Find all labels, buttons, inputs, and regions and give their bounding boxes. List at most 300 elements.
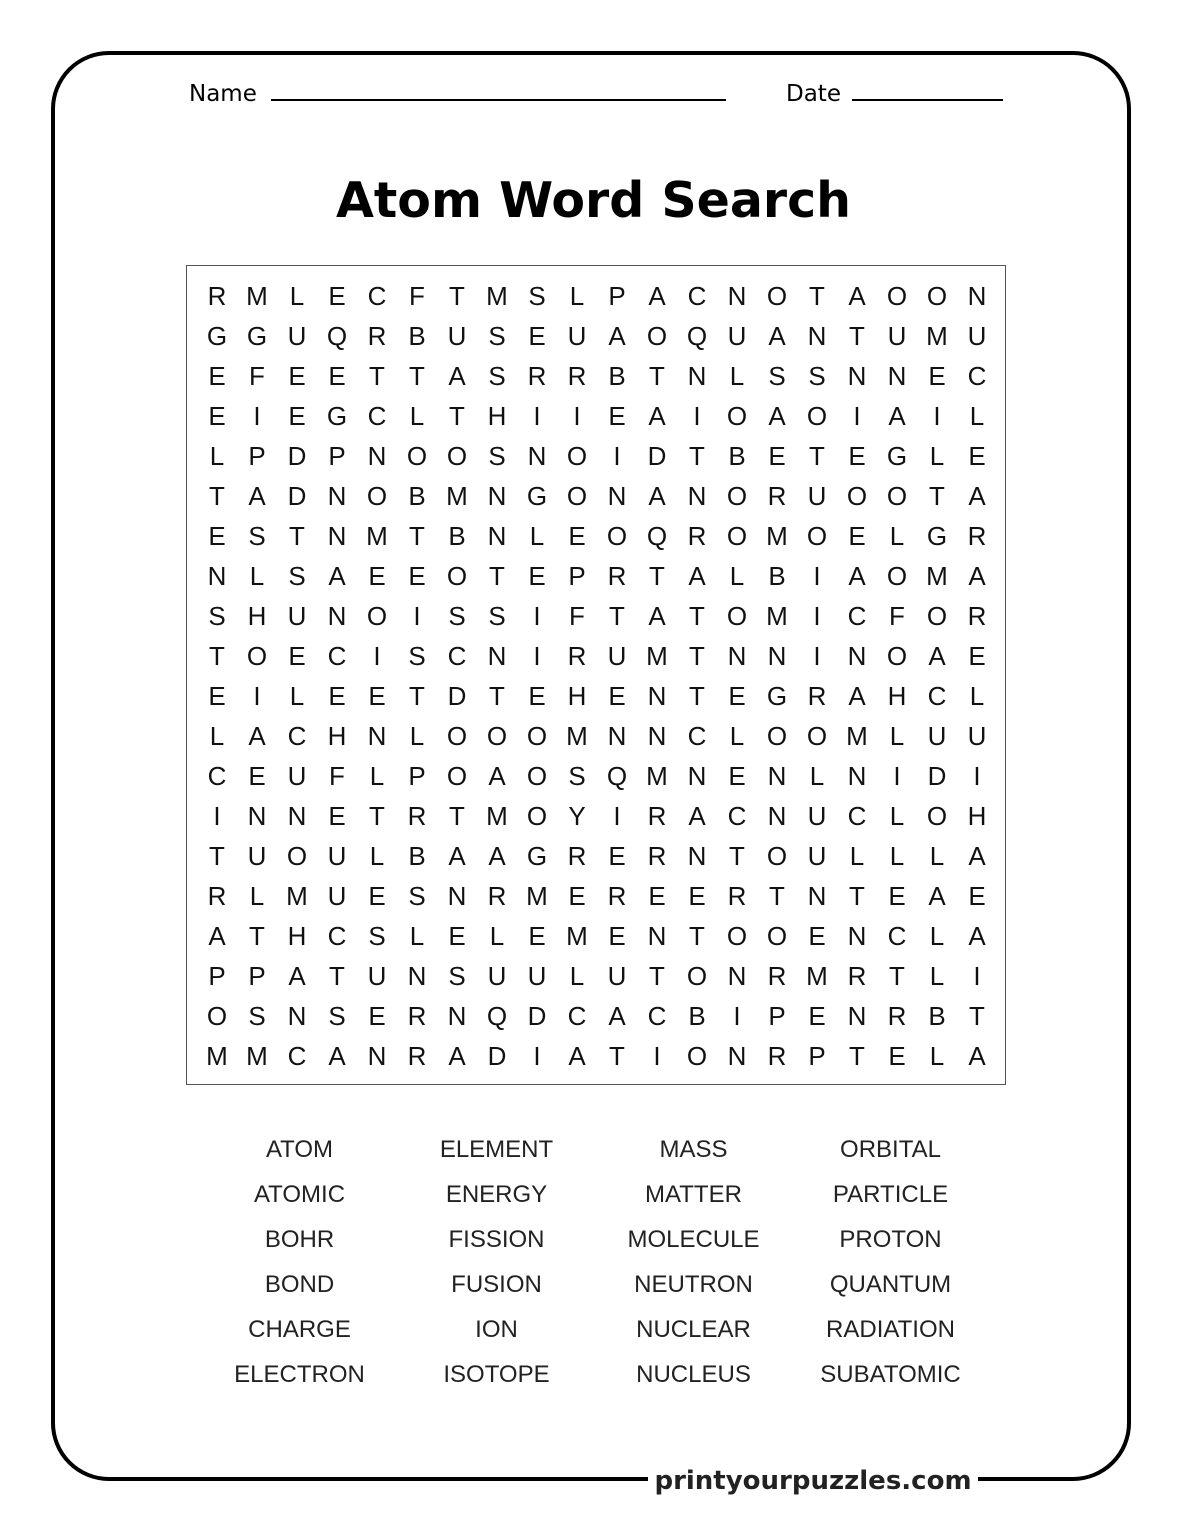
grid-letter: S (208, 601, 226, 631)
grid-letter: G (926, 521, 948, 551)
grid-letter: U (607, 961, 627, 991)
grid-letter: S (488, 361, 506, 391)
grid-letter: O (846, 481, 868, 511)
grid-letter: T (649, 361, 665, 391)
grid-letter: S (448, 601, 466, 631)
grid-letter: M (646, 641, 668, 671)
grid-letter: L (929, 841, 945, 871)
grid-letter: A (568, 1041, 586, 1071)
grid-letter: C (447, 641, 467, 671)
grid-letter: B (408, 481, 426, 511)
grid-letter: M (206, 1041, 228, 1071)
grid-letter: O (766, 921, 788, 951)
grid-letter: S (248, 521, 266, 551)
grid-letter: B (928, 1001, 946, 1031)
grid-letter: D (487, 1041, 507, 1071)
grid-letter: N (407, 961, 427, 991)
grid-letter: R (607, 561, 627, 591)
grid-letter: E (808, 921, 826, 951)
grid-letter: R (727, 881, 747, 911)
grid-letter: I (533, 601, 541, 631)
grid-letter: F (329, 761, 345, 791)
grid-letter: T (369, 361, 385, 391)
word-list-item: MOLECULE (627, 1226, 760, 1253)
grid-letter: L (969, 681, 985, 711)
grid-letter: O (566, 441, 588, 471)
grid-letter: U (727, 321, 747, 351)
grid-letter: A (688, 561, 706, 591)
grid-letter: O (446, 561, 468, 591)
grid-letter: E (728, 681, 746, 711)
name-field-line (271, 99, 726, 101)
grid-letter: O (806, 521, 828, 551)
grid-letter: C (367, 281, 387, 311)
grid-letter: L (729, 721, 745, 751)
grid-letter: P (248, 961, 266, 991)
grid-letter: R (807, 681, 827, 711)
grid-letter: B (608, 361, 626, 391)
word-list-item: ELECTRON (234, 1361, 365, 1388)
grid-letter: N (487, 481, 507, 511)
grid-letter: E (728, 761, 746, 791)
grid-letter: N (647, 921, 667, 951)
grid-letter: N (647, 721, 667, 751)
grid-letter: O (686, 961, 708, 991)
grid-letter: R (687, 521, 707, 551)
grid-letter: S (368, 921, 386, 951)
grid-letter: D (927, 761, 947, 791)
grid-letter: N (727, 641, 747, 671)
grid-letter: N (727, 281, 747, 311)
grid-letter: A (448, 1041, 466, 1071)
grid-letter: G (326, 401, 348, 431)
grid-letter: U (327, 841, 347, 871)
grid-letter: A (848, 281, 866, 311)
grid-letter: L (929, 961, 945, 991)
grid-letter: T (489, 681, 505, 711)
grid-letter: U (607, 641, 627, 671)
grid-letter: E (208, 521, 226, 551)
grid-letter: O (606, 521, 628, 551)
grid-letter: C (687, 281, 707, 311)
grid-letter: N (727, 1041, 747, 1071)
grid-letter: U (967, 321, 987, 351)
grid-letter: O (206, 1001, 228, 1031)
grid-letter: N (447, 1001, 467, 1031)
grid-letter: N (847, 761, 867, 791)
grid-letter: L (889, 801, 905, 831)
grid-letter: R (567, 361, 587, 391)
grid-letter: O (726, 921, 748, 951)
grid-letter: C (327, 921, 347, 951)
grid-letter: I (653, 1041, 661, 1071)
grid-letter: M (526, 881, 548, 911)
grid-letter: I (533, 641, 541, 671)
grid-letter: O (886, 281, 908, 311)
grid-letter: R (967, 601, 987, 631)
grid-letter: H (487, 401, 507, 431)
grid-letter: L (289, 281, 305, 311)
grid-letter: I (533, 401, 541, 431)
grid-letter: N (287, 801, 307, 831)
grid-letter: L (249, 561, 265, 591)
grid-letter: C (847, 801, 867, 831)
word-list-item: PARTICLE (832, 1181, 949, 1208)
grid-letter: T (809, 441, 825, 471)
grid-letter: L (929, 921, 945, 951)
grid-letter: O (526, 761, 548, 791)
grid-letter: N (327, 601, 347, 631)
date-field-line (852, 99, 1003, 101)
grid-letter: N (647, 681, 667, 711)
grid-letter: L (929, 1041, 945, 1071)
grid-letter: L (409, 921, 425, 951)
grid-letter: N (527, 441, 547, 471)
grid-letter: A (648, 481, 666, 511)
grid-letter: M (246, 281, 268, 311)
grid-letter: P (808, 1041, 826, 1071)
word-list-item: RADIATION (826, 1316, 955, 1343)
grid-letter: P (768, 1001, 786, 1031)
grid-letter: L (409, 721, 425, 751)
grid-letter: A (328, 561, 346, 591)
grid-letter: D (287, 481, 307, 511)
grid-letter: R (407, 1001, 427, 1031)
grid-letter: M (926, 321, 948, 351)
grid-letter: B (408, 321, 426, 351)
grid-letter: M (366, 521, 388, 551)
grid-letter: B (728, 441, 746, 471)
grid-letter: L (809, 761, 825, 791)
grid-letter: A (248, 721, 266, 751)
word-list-item: QUANTUM (829, 1271, 952, 1298)
grid-letter: R (207, 281, 227, 311)
grid-letter: B (448, 521, 466, 551)
grid-letter: L (889, 721, 905, 751)
grid-letter: M (766, 521, 788, 551)
grid-letter: N (847, 641, 867, 671)
grid-letter: H (967, 801, 987, 831)
grid-letter: U (287, 601, 307, 631)
grid-letter: C (887, 921, 907, 951)
grid-letter: Q (486, 1001, 508, 1031)
grid-letter: E (288, 641, 306, 671)
grid-letter: E (688, 881, 706, 911)
grid-letter: T (649, 561, 665, 591)
grid-letter: E (808, 1001, 826, 1031)
grid-letter: O (646, 321, 668, 351)
grid-letter: A (848, 561, 866, 591)
grid-letter: T (609, 1041, 625, 1071)
word-list-item: NEUTRON (634, 1271, 753, 1298)
grid-letter: O (926, 601, 948, 631)
grid-letter: C (647, 1001, 667, 1031)
grid-letter: C (327, 641, 347, 671)
grid-letter: Q (646, 521, 668, 551)
grid-letter: L (889, 521, 905, 551)
grid-letter: B (688, 1001, 706, 1031)
grid-letter: A (448, 361, 466, 391)
grid-letter: T (689, 921, 705, 951)
grid-letter: E (608, 841, 626, 871)
grid-letter: A (968, 841, 986, 871)
grid-letter: T (409, 521, 425, 551)
grid-letter: N (607, 721, 627, 751)
grid-letter: I (613, 801, 621, 831)
grid-letter: F (249, 361, 265, 391)
grid-letter: N (487, 641, 507, 671)
grid-letter: R (567, 641, 587, 671)
grid-letter: L (529, 521, 545, 551)
grid-letter: M (566, 921, 588, 951)
grid-letter: C (207, 761, 227, 791)
grid-letter: T (649, 961, 665, 991)
grid-letter: A (448, 841, 466, 871)
grid-letter: A (968, 561, 986, 591)
grid-letter: A (488, 761, 506, 791)
word-list-item: NUCLEUS (636, 1361, 751, 1388)
grid-letter: R (967, 521, 987, 551)
grid-letter: O (926, 281, 948, 311)
grid-letter: O (366, 601, 388, 631)
grid-letter: E (888, 1041, 906, 1071)
grid-letter: A (968, 481, 986, 511)
grid-letter: D (447, 681, 467, 711)
grid-letter: I (253, 401, 261, 431)
grid-letter: N (247, 801, 267, 831)
grid-letter: U (447, 321, 467, 351)
grid-letter: I (533, 1041, 541, 1071)
grid-letter: O (766, 841, 788, 871)
grid-letter: N (327, 481, 347, 511)
grid-letter: O (366, 481, 388, 511)
grid-letter: A (488, 841, 506, 871)
grid-letter: E (568, 881, 586, 911)
grid-letter: E (528, 681, 546, 711)
grid-letter: E (208, 361, 226, 391)
grid-letter: U (287, 321, 307, 351)
grid-letter: E (608, 401, 626, 431)
grid-letter: E (968, 881, 986, 911)
grid-letter: O (806, 721, 828, 751)
grid-letter: S (488, 601, 506, 631)
grid-letter: S (248, 1001, 266, 1031)
grid-letter: A (248, 481, 266, 511)
grid-letter: O (886, 561, 908, 591)
grid-letter: I (813, 601, 821, 631)
grid-letter: U (807, 481, 827, 511)
grid-letter: T (449, 801, 465, 831)
grid-letter: D (647, 441, 667, 471)
grid-letter: S (408, 881, 426, 911)
grid-letter: Q (606, 761, 628, 791)
grid-letter: N (687, 481, 707, 511)
grid-letter: P (408, 761, 426, 791)
grid-letter: A (968, 1041, 986, 1071)
grid-letter: A (768, 321, 786, 351)
grid-letter: N (887, 361, 907, 391)
grid-letter: A (888, 401, 906, 431)
grid-letter: E (888, 881, 906, 911)
grid-letter: F (569, 601, 585, 631)
grid-letter: E (848, 521, 866, 551)
grid-letter: B (408, 841, 426, 871)
grid-letter: E (528, 321, 546, 351)
word-list-item: NUCLEAR (636, 1316, 751, 1343)
grid-letter: N (687, 841, 707, 871)
grid-letter: G (206, 321, 228, 351)
grid-letter: U (367, 961, 387, 991)
grid-letter: C (727, 801, 747, 831)
grid-letter: E (328, 361, 346, 391)
grid-letter: A (928, 641, 946, 671)
grid-letter: T (449, 401, 465, 431)
grid-letter: D (287, 441, 307, 471)
grid-letter: E (408, 561, 426, 591)
grid-letter: O (806, 401, 828, 431)
grid-letter: T (689, 681, 705, 711)
word-list-item: ELEMENT (439, 1136, 554, 1163)
grid-letter: I (813, 561, 821, 591)
word-list-item: ISOTOPE (443, 1361, 550, 1388)
grid-letter: N (327, 521, 347, 551)
grid-letter: U (567, 321, 587, 351)
grid-letter: L (289, 681, 305, 711)
grid-letter: N (807, 321, 827, 351)
grid-letter: E (368, 561, 386, 591)
grid-letter: C (687, 721, 707, 751)
grid-letter: I (893, 761, 901, 791)
grid-letter: S (768, 361, 786, 391)
grid-letter: A (688, 801, 706, 831)
word-list-item: BOND (264, 1271, 335, 1298)
grid-letter: L (729, 361, 745, 391)
word-list-item: BOHR (264, 1226, 335, 1253)
grid-letter: N (847, 921, 867, 951)
grid-letter: R (567, 841, 587, 871)
grid-letter: P (248, 441, 266, 471)
grid-letter: M (806, 961, 828, 991)
word-list-item: SUBATOMIC (820, 1361, 961, 1388)
word-list (201, 1127, 989, 1397)
grid-letter: O (886, 481, 908, 511)
grid-letter: L (369, 761, 385, 791)
grid-letter: T (689, 641, 705, 671)
grid-letter: C (927, 681, 947, 711)
grid-letter: U (527, 961, 547, 991)
grid-letter: T (809, 281, 825, 311)
grid-letter: T (609, 601, 625, 631)
grid-letter: O (566, 481, 588, 511)
grid-letter: E (288, 361, 306, 391)
grid-letter: H (327, 721, 347, 751)
word-list-item: ION (475, 1316, 518, 1343)
grid-letter: M (246, 1041, 268, 1071)
grid-letter: I (693, 401, 701, 431)
grid-letter: E (648, 881, 666, 911)
grid-letter: T (249, 921, 265, 951)
grid-letter: O (446, 441, 468, 471)
grid-letter: O (526, 721, 548, 751)
grid-letter: R (407, 1041, 427, 1071)
grid-letter: T (969, 1001, 985, 1031)
grid-letter: A (848, 681, 866, 711)
grid-letter: R (767, 481, 787, 511)
grid-letter: R (207, 881, 227, 911)
grid-letter: N (807, 881, 827, 911)
grid-letter: U (487, 961, 507, 991)
grid-letter: F (409, 281, 425, 311)
grid-letter: G (766, 681, 788, 711)
grid-letter: L (489, 921, 505, 951)
grid-letter: N (767, 761, 787, 791)
grid-letter: E (288, 401, 306, 431)
grid-letter: R (407, 801, 427, 831)
grid-letter: A (608, 1001, 626, 1031)
grid-letter: B (768, 561, 786, 591)
grid-letter: O (446, 761, 468, 791)
grid-letter: N (367, 1041, 387, 1071)
grid-letter: L (729, 561, 745, 591)
grid-letter: R (767, 961, 787, 991)
grid-letter: E (448, 921, 466, 951)
grid-letter: O (446, 721, 468, 751)
grid-letter: T (209, 841, 225, 871)
grid-letter: G (246, 321, 268, 351)
grid-letter: N (767, 801, 787, 831)
grid-letter: S (488, 441, 506, 471)
grid-letter: S (568, 761, 586, 791)
grid-letter: O (766, 281, 788, 311)
grid-letter: L (889, 841, 905, 871)
grid-letter: R (767, 1041, 787, 1071)
grid-letter: E (968, 641, 986, 671)
grid-letter: S (288, 561, 306, 591)
grid-letter: S (808, 361, 826, 391)
grid-letter: P (208, 961, 226, 991)
grid-letter: G (886, 441, 908, 471)
grid-letter: A (608, 321, 626, 351)
grid-letter: C (967, 361, 987, 391)
grid-letter: T (729, 841, 745, 871)
grid-letter: E (368, 1001, 386, 1031)
grid-letter: T (849, 1041, 865, 1071)
footer-site-name: printyourpuzzles.com (654, 1466, 972, 1496)
grid-letter: T (209, 641, 225, 671)
grid-letter: E (368, 881, 386, 911)
grid-letter: R (367, 321, 387, 351)
grid-letter: P (328, 441, 346, 471)
grid-letter: S (408, 641, 426, 671)
word-list-item: ORBITAL (840, 1136, 941, 1163)
grid-letter: S (488, 321, 506, 351)
grid-letter: A (648, 401, 666, 431)
grid-letter: T (889, 961, 905, 991)
grid-letter: T (329, 961, 345, 991)
grid-letter: T (209, 481, 225, 511)
grid-letter: N (447, 881, 467, 911)
grid-letter: C (287, 721, 307, 751)
grid-letter: O (726, 401, 748, 431)
grid-letter: L (929, 441, 945, 471)
grid-letter: T (449, 281, 465, 311)
grid-letter: U (807, 801, 827, 831)
grid-letter: R (887, 1001, 907, 1031)
grid-letter: T (689, 441, 705, 471)
word-list-item: ATOM (265, 1136, 334, 1163)
word-list-item: MASS (659, 1136, 728, 1163)
grid-letter: U (327, 881, 347, 911)
